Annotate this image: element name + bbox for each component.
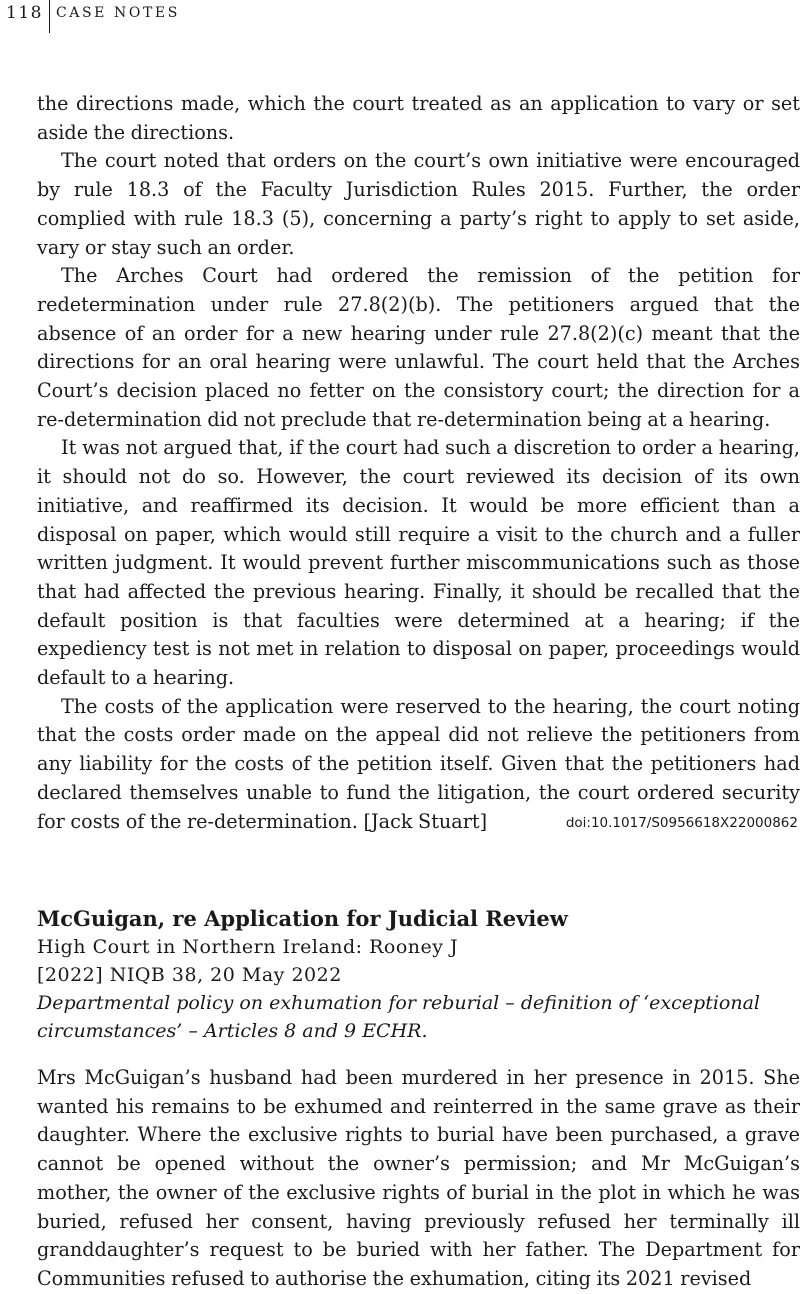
previous-case-text — [37, 90, 800, 836]
case-heading — [37, 905, 800, 1045]
paragraph: The court noted that orders on the court’s own initiative were encouraged by rule 18.3 of the Faculty Jurisdiction Rules 2015. Further, the order complied with rule 18.3 (5), concerning a party’s right to apply to set aside, vary or stay such an order. — [37, 149, 800, 259]
case-title: McGuigan, re Application for Judicial Review — [37, 906, 568, 931]
case-body-text — [37, 1064, 800, 1294]
paragraph: It was not argued that, if the court had such a discretion to order a hearing, it should not do so. However, the court reviewed its decision of its own initiative, and reaffirmed its decision. It would be more efficient than a disposal on paper, which would still require a visit to the church and a fuller written judgment. It would prevent further miscommunications such as those that had affected the previous hearing. Finally, it should be recalled that the default position is that faculties were determined at a hearing; if the expediency test is not met in relation to disposal on paper, proceedings would default to a hearing. — [37, 436, 800, 690]
paragraph: Mrs McGuigan’s husband had been murdered in her presence in 2015. She wanted his remains to be exhumed and reinterred in the same grave as their daughter. Where the exclusive rights to burial have been purchased, a grave cannot be opened without the owner’s permission; and Mr McGuigan’s mother, the owner of the exclusive rights of burial in the plot in which he was buried, refused her consent, having previously refused her terminally ill granddaughter’s request to be buried with her father. The Department for Communities refused to authorise the exhumation, citing its 2021 revised — [37, 1066, 800, 1290]
case-citation: [2022] NIQB 38, 20 May 2022 — [37, 964, 342, 986]
case-court: High Court in Northern Ireland: Rooney J — [37, 936, 459, 958]
doi-reference[interactable]: doi:10.1017/S0956618X22000862 — [565, 815, 798, 831]
case-keywords: Departmental policy on exhumation for reburial – definition of ‘exceptional circumstances’ – Articles 8 and 9 ECHR. — [37, 992, 760, 1042]
paragraph: the directions made, which the court treated as an application to vary or set aside the directions. — [37, 92, 800, 144]
section-title: CASE NOTES — [55, 5, 180, 21]
paragraph: The costs of the application were reserved to the hearing, the court noting that the costs order made on the appeal did not relieve the petitioners from any liability for the costs of the petition itself. Given that the petitioners had declared themselves unable to fund the litigation, the court ordered security for costs of the re-determination. [Jack Stuart] — [37, 694, 800, 833]
running-head — [0, 0, 180, 32]
paragraph: The Arches Court had ordered the remission of the petition for redetermination under rule 27.8(2)(b). The petitioners argued that the absence of an order for a new hearing under rule 27.8(2)(c) meant that the directions for an oral hearing were unlawful. The court held that the Arches Court’s decision placed no fetter on the consistory court; the direction for a re-determination did not preclude that re-determination being at a hearing. — [37, 264, 800, 431]
page-number: 118 — [0, 0, 50, 33]
